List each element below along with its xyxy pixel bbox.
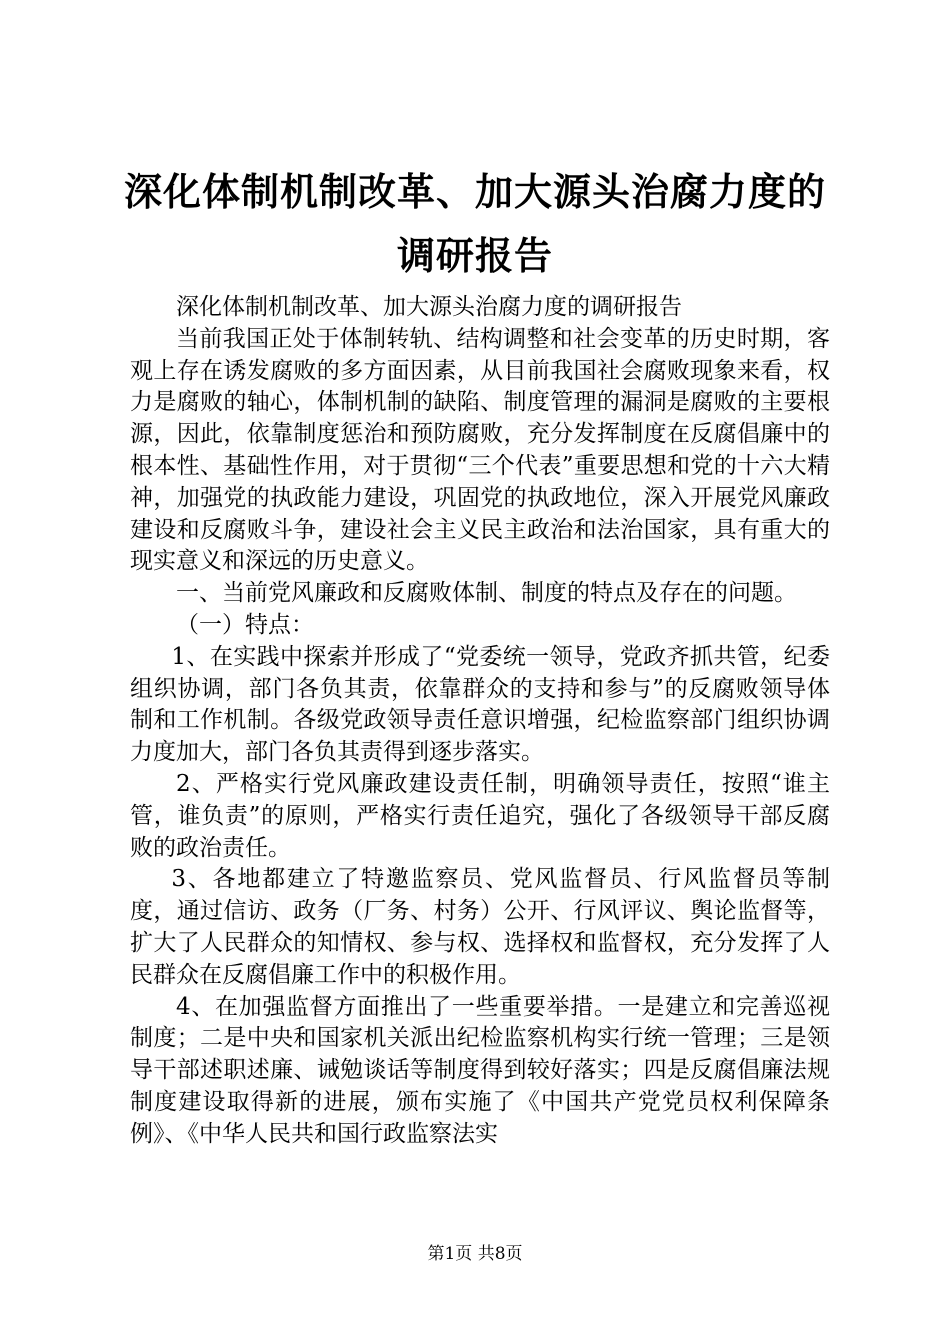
paragraph-item-1: 1、在实践中探索并形成了“党委统一领导，党政齐抓共管，纪委组织协调，部门各负其责，依靠群众的支持和参与”的反腐败领导体制和工作机制。各级党政领导责任意识增强，纪检监察部门组织协调力度加大，部门各负其责得到逐步落实。 xyxy=(130,643,830,766)
document-title: 深化体制机制改革、加大源头治腐力度的调研报告 xyxy=(123,169,826,278)
paragraph-subsection-heading: （一）特点： xyxy=(176,611,314,638)
paragraph-intro: 当前我国正处于体制转轨、结构调整和社会变革的历史时期，客观上存在诱发腐败的多方面因素，从目前我国社会腐败现象来看，权力是腐败的轴心，体制机制的缺陷、制度管理的漏洞是腐败的主要根源，因此，依靠制度惩治和预防腐败，充分发挥制度在反腐倡廉中的根本性、基础性作用，对于贯彻“三个代表”重要思想和党的十六大精神，加强党的执政能力建设，巩固党的执政地位，深入开展党风廉政建设和反腐败斗争，建设社会主义民主政治和法治国家，具有重大的现实意义和深远的历史意义。 xyxy=(130,325,830,575)
paragraph-item-3: 3、各地都建立了特邀监察员、党风监督员、行风监督员等制度，通过信访、政务（厂务、村务）公开、行风评议、舆论监督等，扩大了人民群众的知情权、参与权、选择权和监督权，充分发挥了人民群众在反腐倡廉工作中的积极作用。 xyxy=(130,866,830,988)
page-footer: 第1页 共8页 xyxy=(427,1244,523,1264)
paragraph-item-2: 2、严格实行党风廉政建设责任制，明确领导责任，按照“谁主管，谁负责”的原则，严格实行责任追究，强化了各级领导干部反腐败的政治责任。 xyxy=(130,770,830,861)
document-body xyxy=(130,292,830,1151)
paragraph-section-heading: 一、当前党风廉政和反腐败体制、制度的特点及存在的问题。 xyxy=(176,580,797,607)
paragraph-subtitle: 深化体制机制改革、加大源头治腐力度的调研报告 xyxy=(176,294,682,320)
paragraph-item-4: 4、在加强监督方面推出了一些重要举措。一是建立和完善巡视制度；二是中央和国家机关派出纪检监察机构实行统一管理；三是领导干部述职述廉、诫勉谈话等制度得到较好落实；四是反腐倡廉法规制度建设取得新的进展，颁布实施了《中国共产党党员权利保障条例》、《中华人民共和国行政监察法实 xyxy=(130,993,830,1147)
